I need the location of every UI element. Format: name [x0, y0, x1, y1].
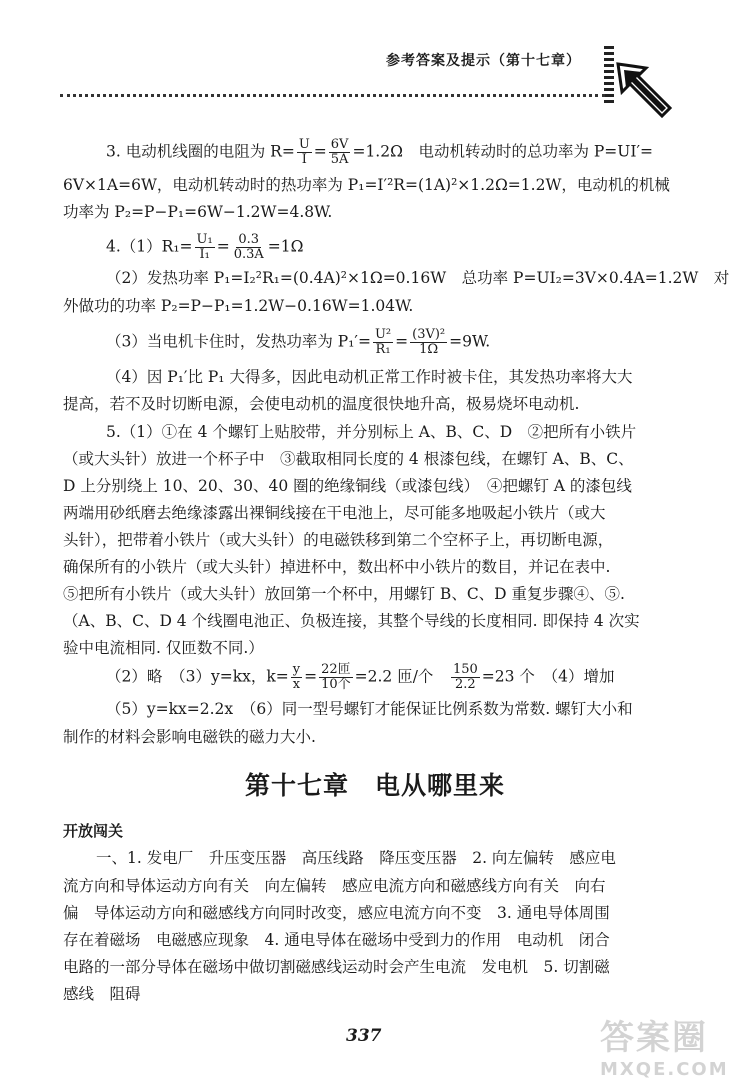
p3-line-1: 3. 电动机线圈的电阻为 R= $\frac{U}{I}$ = $\frac{6V}{5A}$ =1.2Ω 电动机转动时的总功率为 P=UI′=	[106, 137, 653, 167]
s1-line-2: 流方向和导体运动方向有关 向左偏转 感应电流方向和磁感线方向有关 向右	[63, 877, 606, 895]
p4-line-1: 4.（1）R₁= $\frac{\text{U₁}}{\text{I₁}}$ = $\frac{0.3}{0.3A}$ =1Ω	[106, 232, 304, 262]
s1-line-5: 电路的一部分导体在磁场中做切割磁感线运动时会产生电流 发电机 5. 切割磁	[63, 958, 610, 976]
s1-line-6: 感线 阻碍	[63, 985, 141, 1003]
p4-line-5: （4）因 P₁′比 P₁ 大得多，因此电动机正常工作时被卡住，其发热功率将大大	[106, 368, 633, 386]
fraction: $\frac{\text{U²}}{\text{R₁}}$	[374, 327, 392, 357]
watermark-logo: 答案圈 MXQE.COM	[600, 1018, 729, 1080]
fraction: $\frac{0.3}{0.3A}$	[233, 232, 264, 262]
page-number: 337	[346, 1026, 382, 1046]
p5-line-3: D 上分别绕上 10、20、30、40 圈的绝缘铜线（或漆包线） ④把螺钉 A 的漆包线	[63, 477, 632, 495]
arrow-icon	[616, 62, 672, 118]
s1-line-1: 一、1. 发电厂 升压变压器 高压线路 降压变压器 2. 向左偏转 感应电	[96, 849, 616, 867]
p5-line-11: （5）y=kx=2.2x （6）同一型号螺钉才能保证比例系数为常数. 螺钉大小和	[106, 700, 633, 718]
s1-line-4: 存在着磁场 电磁感应现象 4. 通电导体在磁场中受到力的作用 电动机 闭合	[63, 931, 610, 949]
p5-line-4: 两端用砂纸磨去绝缘漆露出裸铜线接在干电池上，尽可能多地吸起小铁片（或大	[63, 504, 606, 522]
p5-line-7: ⑤把所有小铁片（或大头针）放回第一个杯中，用螺钉 B、C、D 重复步骤④、⑤.	[63, 585, 625, 603]
chapter-title: 第十七章 电从哪里来	[244, 771, 505, 800]
p4-line-3: 外做功的功率 P₂=P−P₁=1.2W−0.16W=1.04W.	[63, 297, 414, 315]
p4-line-6: 提高，若不及时切断电源，会使电动机的温度很快地升高，极易烧坏电动机.	[63, 395, 580, 413]
p4-line-2: （2）发热功率 P₁=I₂²R₁=(0.4A)²×1Ω=0.16W 总功率 P=UI₂=3V×0.4A=1.2W 对	[106, 269, 730, 287]
p5-line-12: 制作的材料会影响电磁铁的磁力大小.	[63, 728, 316, 746]
wavy-border	[604, 46, 614, 106]
p3-line-3: 功率为 P₂=P−P₁=6W−1.2W=4.8W.	[63, 203, 333, 221]
p5-line-2: （或大头针）放进一个杯子中 ③截取相同长度的 4 根漆包线，在螺钉 A、B、C、	[63, 450, 634, 468]
fraction: $\frac{150}{2.2}$	[452, 662, 478, 692]
fraction: $\frac{\text{(3V)²}}{1\Omega}$	[412, 327, 446, 357]
s1-line-3: 偏 导体运动方向和磁感线方向同时改变，感应电流方向不变 3. 通电导体周围	[63, 904, 610, 922]
p5-line-9: 验中电流相同. 仅匝数不同.）	[63, 639, 264, 657]
dotted-rule	[60, 94, 605, 97]
p5-line-5: 头针），把带着小铁片（或大头针）的电磁铁移到第二个空杯子上，再切断电源，	[63, 531, 614, 549]
section-title: 开放闯关	[63, 822, 124, 840]
p5-line-8: （A、B、C、D 4 个线圈电池正、负极连接，其整个导线的长度相同. 即保持 4 次实	[63, 612, 640, 630]
fraction: $\frac{6V}{5A}$	[330, 137, 349, 167]
fraction: $\frac{\text{22匝}}{\text{10个}}$	[321, 662, 351, 692]
fraction: $\frac{U}{I}$	[298, 137, 310, 167]
p5-line-1: 5.（1）①在 4 个螺钉上贴胶带，并分别标上 A、B、C、D ②把所有小铁片	[106, 423, 637, 441]
fraction: $\frac{\text{U₁}}{\text{I₁}}$	[196, 232, 213, 262]
p3-line-2: 6V×1A=6W，电动机转动时的热功率为 P₁=I′²R=(1A)²×1.2Ω=1.2W，电动机的机械	[63, 176, 670, 194]
header-title: 参考答案及提示（第十七章）	[386, 53, 581, 69]
p4-line-4: （3）当电机卡住时，发热功率为 P₁′= $\frac{\text{U²}}{\text{R₁}}$ = $\frac{\text{(3V)²}}{1\Omega}$ =9W.	[106, 327, 491, 357]
p5-line-6: 确保所有的小铁片（或大头针）掉进杯中，数出杯中小铁片的数目，并记在表中.	[63, 558, 611, 576]
fraction: $\frac{y}{x}$	[292, 662, 301, 692]
p5-line-10: （2）略 （3）y=kx，k= $\frac{y}{x}$ = $\frac{\text{22匝}}{\text{10个}}$ =2.2 匝/个 $\frac{150}{2.2}$ =23 个 （4）增加	[106, 662, 615, 692]
